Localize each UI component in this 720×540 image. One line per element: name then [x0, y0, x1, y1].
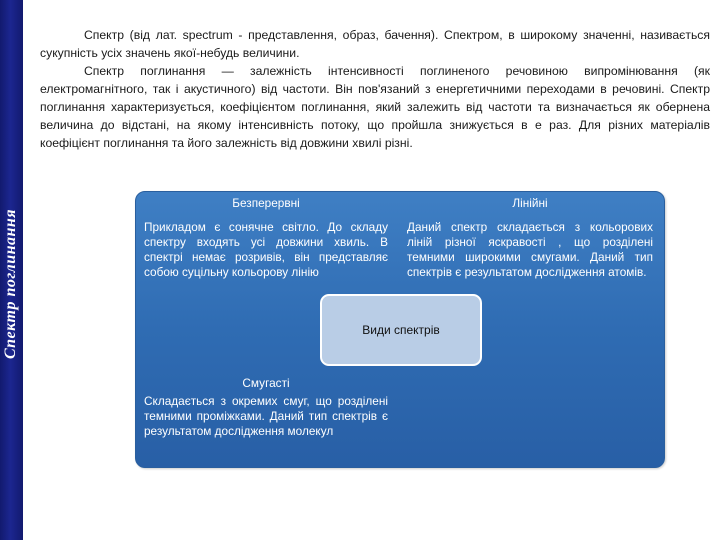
intro-paragraph-absorption: Спектр поглинання — залежність інтенсивності поглиненого речовиною випромінювання (як електромагнітного, так і акустичного) від частоти. Він пов'язаний з енергетичними переходами в речовині. Спектр поглинання характеризується, коефіцієнтом поглинання, який залежить від частоти та визначається як обернена величина до відстані, на якому інтенсивність потоку, що пройшла знижується в e раз. Для різних матеріалів коефіцієнт поглинання та його залежність від довжини хвилі різні.	[40, 64, 710, 150]
spectrum-types-center-box	[320, 294, 482, 366]
spectrum-types-diagram	[135, 191, 665, 468]
line-spectrum-text: Даний спектр складається з кольорових ліній різної яскравості , що розділені темними широкими смугами. Даний тип спектрів є результатом дослідження атомів.	[407, 220, 653, 279]
intro-paragraph-definition: Спектр (від лат. spectrum - представлення, образ, бачення). Спектром, в широкому значенні, називається сукупність усіх значень якої-небудь величини.	[40, 28, 710, 60]
sidebar-title-wrap	[0, 0, 23, 540]
continuous-spectrum-title: Безперервні	[232, 196, 300, 210]
continuous-spectrum-block	[144, 196, 388, 280]
spectrum-types-label: Види спектрів	[362, 323, 440, 337]
intro-text	[40, 26, 710, 152]
band-spectrum-block	[144, 376, 388, 439]
band-spectrum-title: Смугасті	[242, 376, 290, 390]
line-spectrum-title: Лінійні	[512, 196, 548, 210]
sidebar	[0, 0, 23, 540]
sidebar-title: Спектр поглинання	[2, 208, 20, 360]
continuous-spectrum-text: Прикладом є сонячне світло. До складу спектру входять усі довжини хвиль. В спектрі немає розривів, він представляє собою суцільну кольорову лінію	[144, 220, 388, 279]
line-spectrum-block	[407, 196, 653, 280]
band-spectrum-text: Складається з окремих смуг, що розділені темними проміжками. Даний тип спектрів є результатом дослідження молекул	[144, 394, 388, 438]
